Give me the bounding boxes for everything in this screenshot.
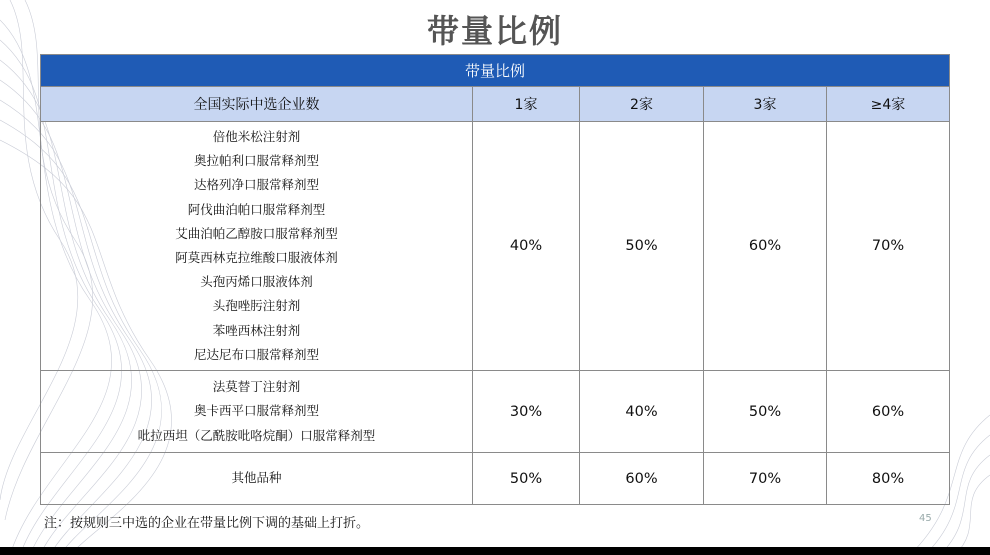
drug-name: 奥拉帕利口服常释剂型 [193, 153, 319, 169]
header-company-count: 全国实际中选企业数 [41, 87, 473, 122]
drug-name: 头孢丙烯口服液体剂 [200, 274, 313, 290]
drug-name: 奥卡西平口服常释剂型 [193, 403, 319, 419]
drug-name: 阿莫西林克拉维酸口服液体剂 [175, 250, 338, 266]
table-row [41, 371, 950, 453]
table-row [41, 453, 950, 505]
table-header-row [41, 87, 950, 122]
drug-name: 吡拉西坦（乙酰胺吡咯烷酮）口服常释剂型 [137, 427, 376, 443]
ratio-value: 60% [704, 122, 827, 371]
ratio-value: 50% [704, 371, 827, 453]
drug-name: 其他品种 [231, 470, 282, 486]
drug-name: 法莫替丁注射剂 [212, 379, 301, 395]
drug-name: 艾曲泊帕乙醇胺口服常释剂型 [175, 225, 338, 241]
drug-names-cell [41, 371, 473, 453]
ratio-value: 70% [704, 453, 827, 505]
ratio-value: 50% [473, 453, 580, 505]
page-number: 45 [919, 513, 932, 524]
header-col-2: 2家 [580, 87, 704, 122]
ratio-value: 40% [473, 122, 580, 371]
header-col-1: 1家 [473, 87, 580, 122]
bottom-bar [0, 547, 990, 555]
drug-name: 尼达尼布口服常释剂型 [193, 346, 319, 362]
table-banner: 带量比例 [41, 55, 950, 87]
header-col-4: ≥4家 [827, 87, 950, 122]
ratio-value: 40% [580, 371, 704, 453]
drug-name: 阿伐曲泊帕口服常释剂型 [187, 201, 326, 217]
slide-title: 带量比例 [426, 12, 563, 50]
drug-name: 达格列净口服常释剂型 [193, 177, 319, 193]
drug-name: 苯唑西林注射剂 [212, 322, 301, 338]
quota-ratio-table [40, 54, 949, 505]
table-row [41, 122, 950, 371]
ratio-value: 60% [827, 371, 950, 453]
ratio-value: 50% [580, 122, 704, 371]
footnote: 注：按规则三中选的企业在带量比例下调的基础上打折。 [44, 516, 370, 531]
ratio-value: 30% [473, 371, 580, 453]
drug-name: 倍他米松注射剂 [212, 129, 301, 144]
drug-names-cell [41, 453, 473, 505]
ratio-value: 80% [827, 453, 950, 505]
ratio-value: 70% [827, 122, 950, 371]
ratio-value: 60% [580, 453, 704, 505]
table-banner-row [41, 55, 950, 87]
drug-names-cell [41, 122, 473, 371]
drug-name: 头孢唑肟注射剂 [212, 298, 301, 314]
header-col-3: 3家 [704, 87, 827, 122]
